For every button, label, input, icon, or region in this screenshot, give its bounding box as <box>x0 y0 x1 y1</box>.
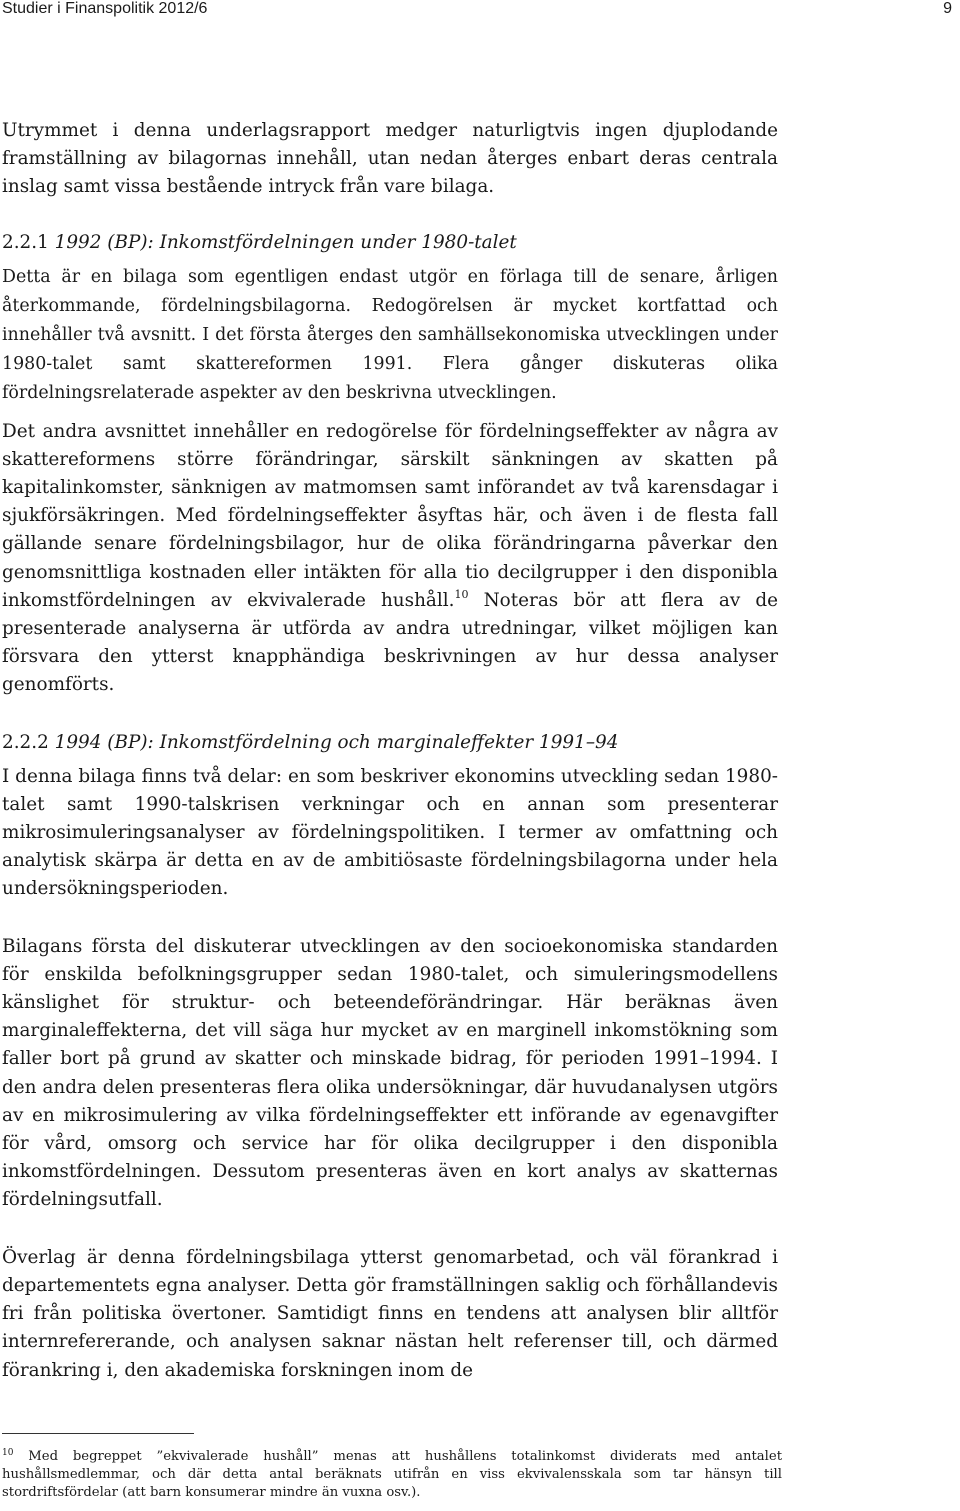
page-body <box>2 117 778 1385</box>
paragraph-text-tail: Noteras bör att flera av de presenterade analyserna är utförda av andra utredningar, vilket möjligen kan försvara den ytterst knapphändiga beskrivningen av hur dessa analyser genomförts. <box>2 589 778 696</box>
section-heading-2-2-2 <box>2 729 778 757</box>
section-2-2-2-paragraph-2: Bilagans första del diskuterar utvecklingen av den socioekonomiska standarden för enskilda befolkningsgrupper sedan 1980-talet, och simuleringsmodellens känslighet för struktur- och beteendeförändringar. Här beräknas även marginaleffekterna, det vill säga hur mycket av en marginell inkomstökning som faller bort på grund av skatter och minskade bidrag, för perioden 1991–1994. I den andra delen presenteras flera olika undersökningar, där huvudanalysen utgörs av en mikrosimulering av vilka fördelningseffekter ett införande av egenavgifter för vård, omsorg och service har för olika decilgrupper i den disponibla inkomstfördelningen. Dessutom presenteras även en kort analys av skatternas fördelningsutfall. <box>2 935 778 1211</box>
section-heading-2-2-1 <box>2 229 778 257</box>
footnote-reference[interactable]: 10 <box>454 587 469 601</box>
page-header <box>0 0 960 20</box>
footnote <box>2 1448 782 1502</box>
footnote-text: Med begreppet ”ekvivalerade hushåll” menas att hushållens totalinkomst dividerats med antalet hushållsmedlemmar, och där detta antal beräknats utifrån en viss ekvivalensskala som tar hänsyn till stordriftsfördelar (att barn konsumerar mindre än vuxna osv.). <box>2 1449 782 1500</box>
page-number: 9 <box>943 0 952 17</box>
section-2-2-2-paragraph-1: I denna bilaga finns två delar: en som beskriver ekonomins utveckling sedan 1980-talet samt 1990-talskrisen verkningar och en annan som presenterar mikrosimuleringsanalyser av fördelningspolitiken. I termer av omfattning och analytisk skärpa är detta en av de ambitiösaste fördelningsbilagorna under hela undersökningsperioden. <box>2 765 778 900</box>
paragraph-text: Det andra avsnittet innehåller en redogörelse för fördelningseffekter av några av skattereformens större förändringar, särskilt sänkningen av skatten på kapitalinkomster, sänknigen av matmomsen samt införandet av två karensdagar i sjukförsäkringen. Med fördelningseffekter åsyftas här, och även i de flesta fall gällande senare fördelningsbilagor, hur de olika förändringarna påverkar den genomsnittliga kostnaden eller intäkten för alla tio decilgrupper i den disponibla inkomstfördelningen av ekvivalerade hushåll. <box>2 420 778 611</box>
section-2-2-1-paragraph-b <box>2 418 778 700</box>
section-2-2-1-paragraph-a: Detta är en bilaga som egentligen endast utgör en förlaga till de senare, årligen återkommande, fördelningsbilagorna. Redogörelsen är mycket kortfattad och innehåller två avsnitt. I det första återges den samhällsekonomiska utvecklingen under 1980-talet samt skattereformen 1991. Flera gånger diskuteras olika fördelningsrelaterade aspekter av den beskrivna utvecklingen. <box>2 266 778 403</box>
running-title: Studier i Finanspolitik 2012/6 <box>2 0 208 17</box>
footnote-marker: 10 <box>2 1448 14 1458</box>
section-number: 2.2.1 <box>2 231 49 253</box>
section-title: 1994 (BP): Inkomstfördelning och marginaleffekter 1991–94 <box>48 731 619 753</box>
section-number: 2.2.2 <box>2 731 49 753</box>
footnote-divider <box>2 1433 194 1434</box>
section-title: 1992 (BP): Inkomstfördelningen under 1980-talet <box>48 231 517 253</box>
section-2-2-2-paragraph-3: Överlag är denna fördelningsbilaga ytterst genomarbetad, och väl förankrad i departementets egna analyser. Detta gör framställningen saklig och förhållandevis fri från politiska övertoner. Samtidigt finns en tendens att analysen blir alltför internrefererande, och analysen saknar nästan helt referenser till, och därmed förankring i, den akademiska forskningen inom de <box>2 1246 778 1381</box>
intro-paragraph: Utrymmet i denna underlagsrapport medger naturligtvis ingen djuplodande framställning av bilagornas innehåll, utan nedan återges enbart deras centrala inslag samt vissa bestående intryck från vare bilaga. <box>2 120 778 198</box>
